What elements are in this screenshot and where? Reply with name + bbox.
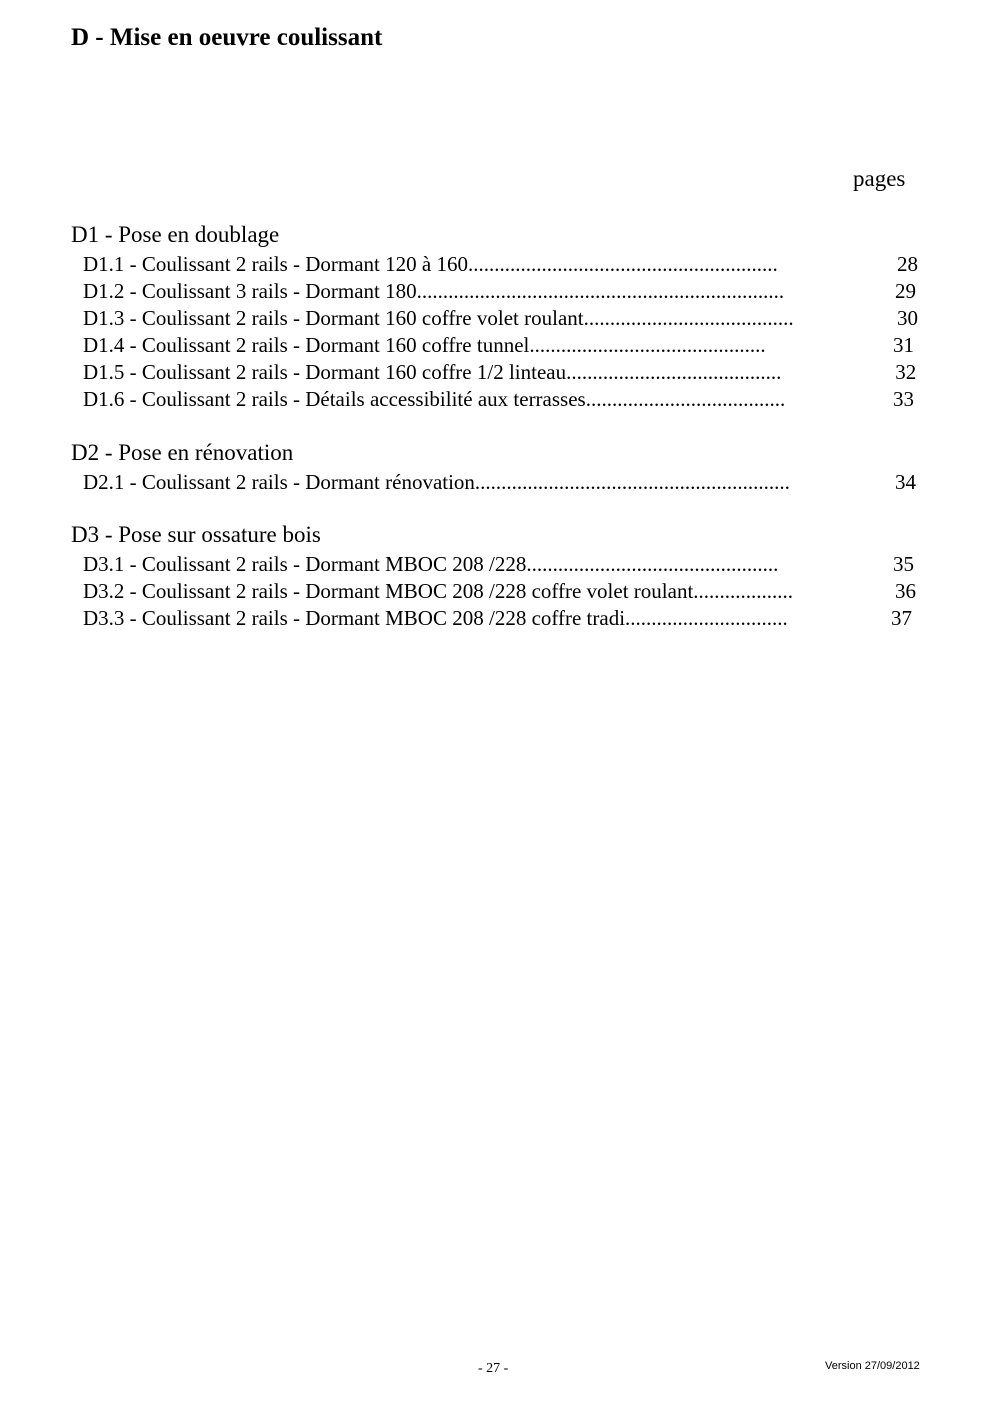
toc-page-number: 32	[890, 360, 917, 384]
footer-version: Version 27/09/2012	[825, 1360, 920, 1372]
toc-page-number: 34	[895, 470, 916, 494]
toc-page-number: 31	[893, 333, 914, 357]
toc-entry: D2.1 - Coulissant 2 rails - Dormant rénovation............................................................	[83, 470, 790, 494]
toc-entry: D1.6 - Coulissant 2 rails - Détails accessibilité aux terrasses......................................	[83, 387, 786, 411]
toc-page-number: 28	[897, 252, 918, 276]
toc-page-number: 33	[893, 387, 914, 411]
footer-page-number: - 27 -	[478, 1361, 509, 1376]
toc-page-number: 30	[897, 306, 918, 330]
toc-page-number: 37	[891, 606, 912, 630]
toc-entry: D3.3 - Coulissant 2 rails - Dormant MBOC 208 /228 coffre tradi...............................	[83, 606, 788, 630]
toc-entry: D3.1 - Coulissant 2 rails - Dormant MBOC 208 /228................................................	[83, 552, 779, 576]
toc-page-number: 35	[893, 552, 914, 576]
section-heading-d2: D2 - Pose en rénovation	[71, 440, 294, 465]
toc-entry: D3.2 - Coulissant 2 rails - Dormant MBOC 208 /228 coffre volet roulant...................	[83, 579, 794, 603]
section-heading-d1: D1 - Pose en doublage	[71, 222, 280, 247]
toc-page-number: 36	[895, 579, 916, 603]
toc-entry: D1.2 - Coulissant 3 rails - Dormant 180......................................................................	[83, 279, 785, 303]
toc-page-number: 29	[895, 279, 916, 303]
toc-entry: D1.5 - Coulissant 2 rails - Dormant 160 coffre 1/2 linteau.........................................	[83, 360, 782, 384]
toc-entry: D1.4 - Coulissant 2 rails - Dormant 160 coffre tunnel.............................................	[83, 333, 766, 357]
pages-column-label: pages	[853, 166, 906, 191]
toc-entry: D1.3 - Coulissant 2 rails - Dormant 160 coffre volet roulant........................................	[83, 306, 794, 330]
toc-entry: D1.1 - Coulissant 2 rails - Dormant 120 à 160...........................................................	[83, 252, 778, 276]
document-title: D - Mise en oeuvre coulissant	[71, 24, 383, 51]
section-heading-d3: D3 - Pose sur ossature bois	[71, 522, 321, 547]
